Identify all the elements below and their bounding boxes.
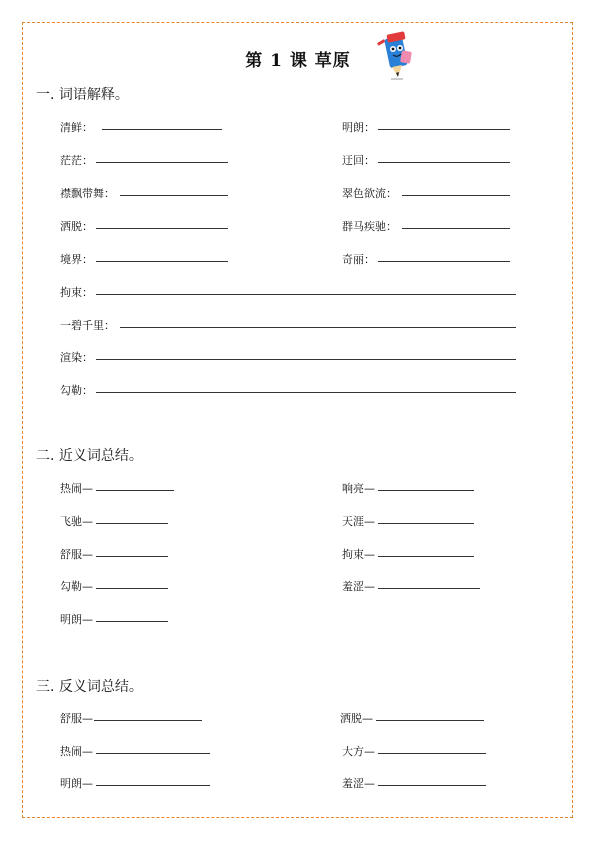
answer-line[interactable] xyxy=(402,228,510,229)
answer-line[interactable] xyxy=(96,785,210,786)
synonym-label: 舒服— xyxy=(60,548,93,561)
antonym-label: 羞涩— xyxy=(342,777,375,790)
synonym-label: 拘束— xyxy=(342,548,375,561)
answer-line[interactable] xyxy=(94,720,202,721)
section-antonyms-heading: 三. 反义词总结。 xyxy=(36,679,143,695)
page-title: 第 1 课 草原 xyxy=(245,51,351,71)
answer-line[interactable] xyxy=(378,588,480,589)
answer-line[interactable] xyxy=(96,294,516,295)
vocab-label: 境界： xyxy=(60,253,93,266)
antonym-label: 明朗— xyxy=(60,777,93,790)
answer-line[interactable] xyxy=(96,359,516,360)
answer-line[interactable] xyxy=(96,753,210,754)
answer-line[interactable] xyxy=(96,621,168,622)
antonym-label: 热闹— xyxy=(60,745,93,758)
answer-line[interactable] xyxy=(96,556,168,557)
vocab-label: 奇丽： xyxy=(342,253,375,266)
vocab-label: 洒脱： xyxy=(60,220,93,233)
synonym-label: 响亮— xyxy=(342,482,375,495)
page-border xyxy=(22,22,573,818)
vocab-label: 襟飘带舞： xyxy=(60,187,115,200)
synonym-label: 热闹— xyxy=(60,482,93,495)
answer-line[interactable] xyxy=(378,261,510,262)
vocab-label: 勾勒： xyxy=(60,384,93,397)
vocab-label: 群马疾驰： xyxy=(342,220,397,233)
pencil-mascot-icon xyxy=(373,27,421,83)
answer-line[interactable] xyxy=(378,523,474,524)
synonym-label: 飞驰— xyxy=(60,515,93,528)
answer-line[interactable] xyxy=(96,588,168,589)
answer-line[interactable] xyxy=(96,228,228,229)
answer-line[interactable] xyxy=(376,720,484,721)
answer-line[interactable] xyxy=(96,490,174,491)
answer-line[interactable] xyxy=(378,785,486,786)
answer-line[interactable] xyxy=(378,556,474,557)
synonym-label: 勾勒— xyxy=(60,580,93,593)
section-synonyms-heading: 二. 近义词总结。 xyxy=(36,448,143,464)
answer-line[interactable] xyxy=(120,327,516,328)
vocab-label: 迂回： xyxy=(342,154,375,167)
answer-line[interactable] xyxy=(378,753,486,754)
answer-line[interactable] xyxy=(402,195,510,196)
answer-line[interactable] xyxy=(120,195,228,196)
antonym-label: 洒脱— xyxy=(340,712,373,725)
answer-line[interactable] xyxy=(378,129,510,130)
answer-line[interactable] xyxy=(102,129,222,130)
answer-line[interactable] xyxy=(96,261,228,262)
vocab-label: 清鲜： xyxy=(60,121,93,134)
vocab-label: 渲染： xyxy=(60,351,93,364)
synonym-label: 明朗— xyxy=(60,613,93,626)
vocab-label: 一碧千里： xyxy=(60,319,115,332)
answer-line[interactable] xyxy=(96,392,516,393)
synonym-label: 羞涩— xyxy=(342,580,375,593)
answer-line[interactable] xyxy=(96,523,168,524)
antonym-label: 舒服— xyxy=(60,712,93,725)
antonym-label: 大方— xyxy=(342,745,375,758)
section-vocab-heading: 一. 词语解释。 xyxy=(36,87,129,103)
answer-line[interactable] xyxy=(378,162,510,163)
vocab-label: 拘束： xyxy=(60,286,93,299)
vocab-label: 明朗： xyxy=(342,121,375,134)
vocab-label: 茫茫： xyxy=(60,154,93,167)
synonym-label: 天涯— xyxy=(342,515,375,528)
answer-line[interactable] xyxy=(96,162,228,163)
vocab-label: 翠色欲流： xyxy=(342,187,397,200)
answer-line[interactable] xyxy=(378,490,474,491)
